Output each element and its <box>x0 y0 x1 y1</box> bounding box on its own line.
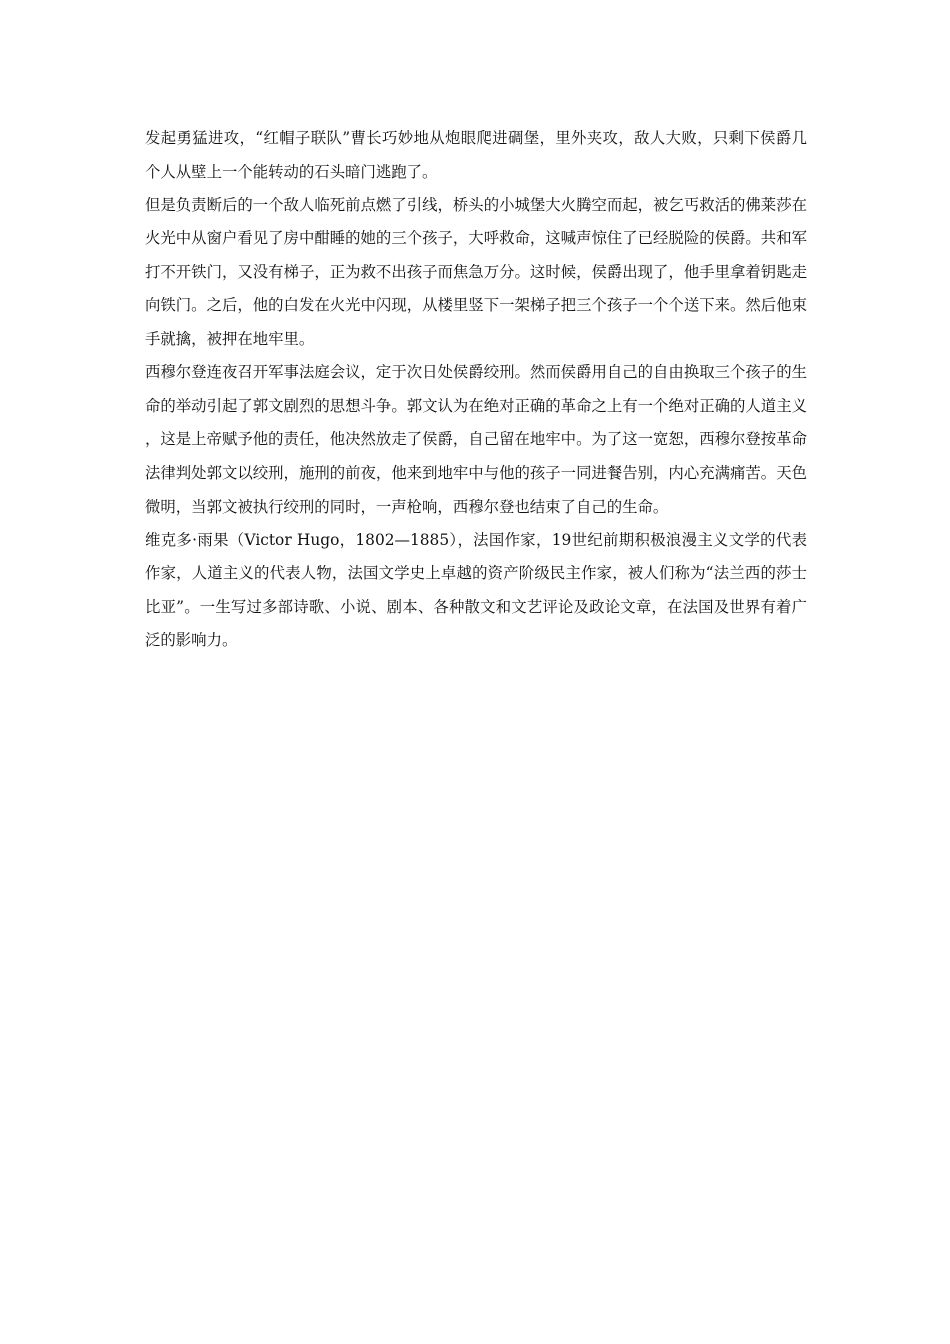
document-body <box>145 122 807 658</box>
paragraph-execution: 西穆尔登连夜召开军事法庭会议，定于次日处侯爵绞刑。然而侯爵用自己的自由换取三个孩子的生命的举动引起了郭文剧烈的思想斗争。郭文认为在绝对正确的革命之上有一个绝对正确的人道主义，这是上帝赋予他的责任，他决然放走了侯爵，自己留在地牢中。为了这一宽恕，西穆尔登按革命法律判处郭文以绞刑，施刑的前夜，他来到地牢中与他的孩子一同进餐告别，内心充满痛苦。天色微明，当郭文被执行绞刑的同时，一声枪响，西穆尔登也结束了自己的生命。 <box>145 363 807 516</box>
paragraph-battle: 发起勇猛进攻，“红帽子联队”曹长巧妙地从炮眼爬进碉堡，里外夹攻，敌人大败，只剩下侯爵几个人从壁上一个能转动的石头暗门逃跑了。 <box>145 129 807 181</box>
paragraph-rescue: 但是负责断后的一个敌人临死前点燃了引线，桥头的小城堡大火腾空而起，被乞丐救活的佛莱莎在火光中从窗户看见了房中酣睡的她的三个孩子，大呼救命，这喊声惊住了已经脱险的侯爵。共和军打不开铁门，又没有梯子，正为救不出孩子而焦急万分。这时候，侯爵出现了，他手里拿着钥匙走向铁门。之后，他的白发在火光中闪现，从楼里竖下一架梯子把三个孩子一个个送下来。然后他束手就擒，被押在地牢里。 <box>145 195 807 349</box>
paragraph-author-bio: 维克多·雨果（Victor Hugo，1802—1885），法国作家，19世纪前期积极浪漫主义文学的代表作家，人道主义的代表人物，法国文学史上卓越的资产阶级民主作家，被人们称为“法兰西的莎士比亚”。一生写过多部诗歌、小说、剧本、各种散文和文艺评论及政论文章，在法国及世界有着广泛的影响力。 <box>145 530 807 650</box>
